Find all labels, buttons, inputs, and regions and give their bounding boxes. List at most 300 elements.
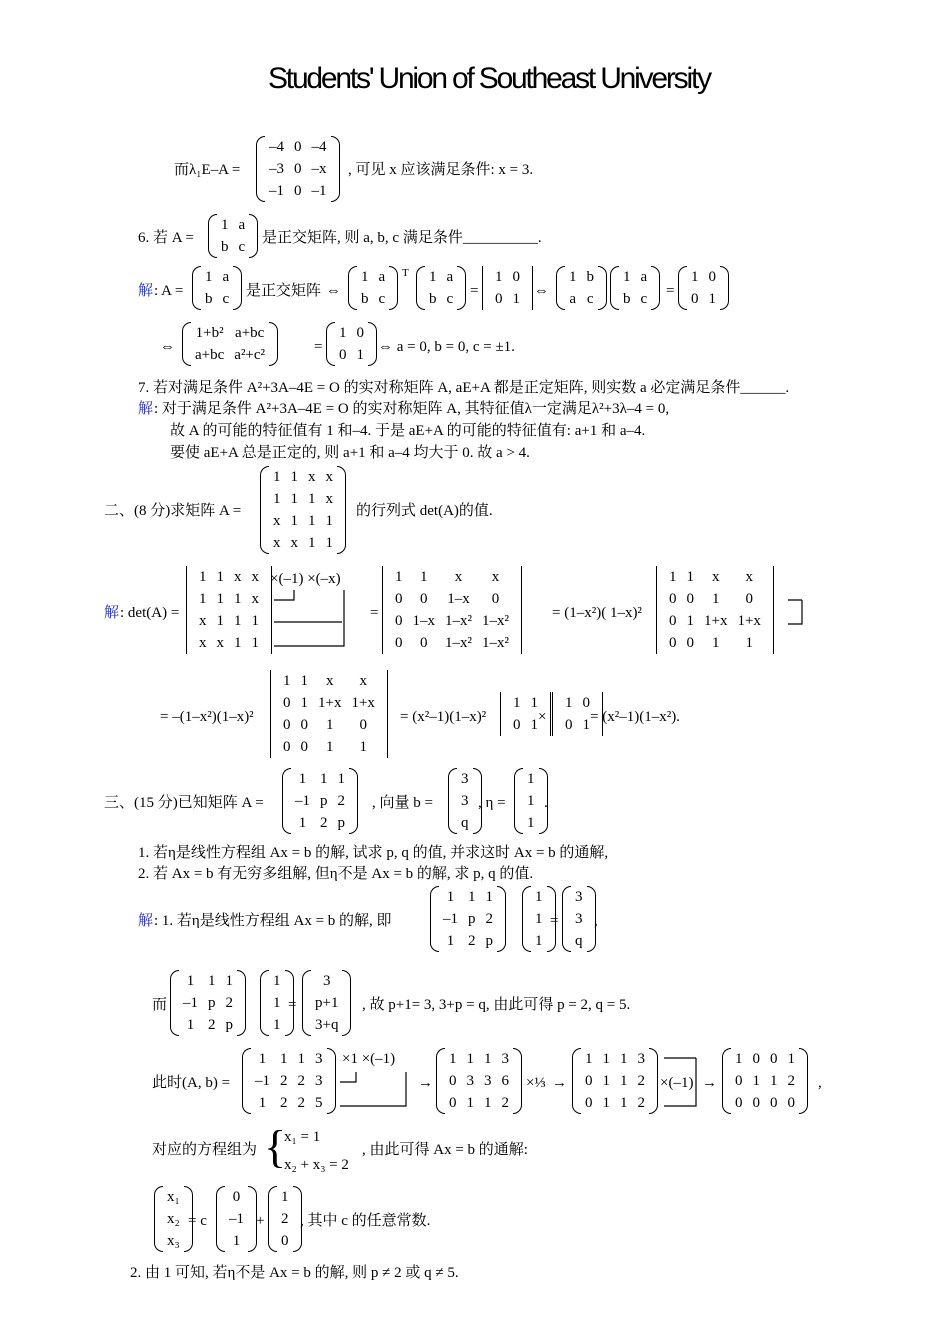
matrix-cell: 1 — [466, 1050, 474, 1067]
s6-iff3: ⇔ — [160, 339, 175, 355]
matrix-cell: 1–x² — [445, 612, 472, 629]
matrix-cell: 1 — [273, 972, 281, 989]
matrix-cell: 0 — [735, 1094, 743, 1111]
matrix-cell: 2 — [637, 1094, 645, 1111]
matrix-cell: 1–x² — [445, 634, 472, 651]
p3-prefix: 三、(15 分)已知矩阵 A = — [104, 795, 264, 811]
matrix-cell: 1 — [708, 290, 716, 307]
matrix-cell: 2 — [297, 1094, 305, 1111]
matrix-cell: 1 — [208, 972, 216, 989]
s2-label: 解 — [104, 605, 120, 621]
matrix-cell: 1 — [535, 932, 543, 949]
matrix-cell: 1 — [429, 268, 437, 285]
matrix-cell: 1 — [325, 716, 334, 733]
matrix-cell: q — [461, 814, 469, 831]
matrix-cell: 1 — [602, 1050, 610, 1067]
matrix-cell: 3 — [315, 1050, 323, 1067]
s7-line3: 要使 aE+A 总是正定的, 则 a+1 和 a–4 均大于 0. 故 a > 4. — [170, 445, 530, 461]
matrix-cell: c — [586, 290, 594, 307]
matrix-cell: –3 — [269, 160, 284, 177]
matrix-cell: 1 — [711, 634, 720, 651]
matrix-cell: 1 — [745, 634, 753, 651]
matrix-cell: 1 — [449, 1050, 457, 1067]
matrix-cell: p — [485, 932, 493, 949]
matrix-cell: 0 — [582, 694, 590, 711]
matrix-cell: 2 — [337, 792, 345, 809]
s2-final: = (x²–1)(1–x²). — [590, 709, 680, 725]
matrix-cell: 1 — [565, 694, 573, 711]
matrix-cell: a — [222, 268, 230, 285]
matrix-cell: 1 — [485, 888, 493, 905]
matrix-cell: 1 — [216, 590, 224, 607]
matrix-cell: 1 — [273, 1016, 281, 1033]
matrix-cell: 1–x — [412, 612, 435, 629]
matrix-cell: 0 — [565, 716, 573, 733]
matrix-cell: 1 — [251, 634, 259, 651]
matrix-cell: 3 — [315, 1072, 323, 1089]
s6-l1b: 是正交矩阵 — [246, 283, 322, 299]
matrix-cell: 1 — [356, 346, 364, 363]
matrix-cell: 1 — [527, 792, 535, 809]
matrix-cell: –1 — [255, 1072, 270, 1089]
s3-aug-label: 此时(A, b) = — [152, 1075, 231, 1091]
s3-sys-brace: { — [264, 1121, 287, 1172]
s3-plus: + — [256, 1213, 265, 1229]
matrix-cell: a — [378, 268, 386, 285]
matrix-cell: 5 — [315, 1094, 323, 1111]
matrix-cell: x — [711, 568, 720, 585]
matrix-cell: 2 — [787, 1072, 795, 1089]
matrix-cell: 1 — [468, 888, 476, 905]
matrix-cell: b — [361, 290, 369, 307]
matrix-cell: 1 — [361, 268, 369, 285]
s5-tail: , 可见 x 应该满足条件: x = 3. — [348, 162, 534, 178]
matrix-cell: 1 — [770, 1072, 778, 1089]
matrix-cell: 1 — [602, 1072, 610, 1089]
s3-part2: 2. 由 1 可知, 若η不是 Ax = b 的解, 则 p ≠ 2 或 q ≠ 5. — [130, 1265, 459, 1281]
matrix-cell: 0 — [770, 1094, 778, 1111]
matrix-cell: 1 — [232, 1232, 241, 1249]
s6-result: ⇔ a = 0, b = 0, c = ±1. — [378, 339, 515, 355]
matrix-cell: 0 — [395, 612, 403, 629]
matrix-cell: 2 — [280, 1094, 288, 1111]
matrix-cell: 1 — [602, 1094, 610, 1111]
matrix-cell: 1 — [298, 814, 307, 831]
matrix-cell: x — [359, 672, 367, 689]
matrix-cell: 2 — [501, 1094, 509, 1111]
matrix-cell: 1 — [446, 932, 455, 949]
matrix-cell: 1 — [297, 1050, 305, 1067]
p3-eta-label: , η = — [478, 795, 506, 811]
matrix-cell: x — [308, 468, 316, 485]
matrix-cell: x — [454, 568, 463, 585]
matrix-cell: 1 — [283, 672, 291, 689]
s2-mid: = (1–x²)( 1–x)² — [552, 605, 642, 621]
matrix-cell: p — [468, 910, 476, 927]
matrix-cell: 1 — [216, 612, 224, 629]
matrix-cell: 0 — [491, 590, 500, 607]
s3-sys-eq1: x₁ = 1 — [284, 1129, 321, 1145]
matrix-cell: 1 — [686, 568, 694, 585]
matrix-cell: –1 — [229, 1210, 244, 1227]
matrix-cell: 1 — [258, 1094, 267, 1111]
s6-label: 解 — [138, 283, 154, 299]
s2-lhs: : det(A) = — [120, 605, 180, 621]
matrix-cell: 1 — [735, 1050, 743, 1067]
matrix-cell: 1 — [446, 888, 455, 905]
s2-times: × — [538, 709, 547, 725]
matrix-cell: c — [238, 238, 246, 255]
s2-lhs2: = –(1–x²)(1–x)² — [160, 709, 254, 725]
matrix-cell: 1 — [290, 468, 298, 485]
matrix-cell: 0 — [787, 1094, 795, 1111]
matrix-cell: 0 — [512, 268, 520, 285]
matrix-cell: a — [640, 268, 648, 285]
matrix-cell: 3+q — [315, 1016, 339, 1033]
matrix-cell: x₃ — [167, 1232, 180, 1249]
matrix-cell: 0 — [449, 1072, 457, 1089]
matrix-cell: 1 — [320, 770, 328, 787]
matrix-cell: 1 — [186, 1016, 195, 1033]
matrix-cell: 1–x — [447, 590, 470, 607]
matrix-cell: 3 — [637, 1050, 645, 1067]
matrix-cell: 3 — [461, 770, 469, 787]
matrix-cell: x₂ — [167, 1210, 180, 1227]
matrix-cell: c — [222, 290, 230, 307]
matrix-cell: 1 — [308, 512, 316, 529]
s6-eq2: = — [666, 283, 675, 299]
matrix-cell: 1 — [205, 268, 213, 285]
matrix-cell: 1+b² — [195, 324, 224, 341]
matrix-cell: 1 — [281, 1188, 289, 1205]
s2-mid2: = (x²–1)(1–x)² — [400, 709, 487, 725]
p2-tail: 的行列式 det(A)的值. — [356, 503, 493, 519]
matrix-cell: b — [221, 238, 229, 255]
matrix-cell: 1 — [620, 1072, 628, 1089]
p3-q2: 2. 若 Ax = b 有无穷多组解, 但η不是 Ax = b 的解, 求 p, q 的值. — [138, 866, 534, 882]
s3-line1: : 1. 若η是线性方程组 Ax = b 的解, 即 — [154, 913, 392, 929]
matrix-cell: x — [199, 612, 207, 629]
matrix-cell: 0 — [708, 268, 716, 285]
matrix-cell: p — [208, 994, 216, 1011]
p3-mid: , 向量 b = — [372, 795, 433, 811]
matrix-cell: 0 — [294, 138, 302, 155]
matrix-cell: 0 — [495, 290, 503, 307]
matrix-cell: 1 — [298, 770, 307, 787]
matrix-cell: 3 — [484, 1072, 492, 1089]
matrix-cell: p+1 — [315, 994, 339, 1011]
matrix-cell: x — [273, 534, 281, 551]
matrix-cell: 1 — [620, 1094, 628, 1111]
matrix-cell: 1 — [535, 888, 543, 905]
arrow-aug-r2 — [340, 1072, 356, 1082]
matrix-cell: 2 — [297, 1072, 305, 1089]
s3-arrow1: → — [418, 1075, 433, 1091]
arrow-r1-r2 — [274, 590, 294, 600]
matrix-cell: 0 — [669, 634, 677, 651]
s6-l1a: : A = — [154, 283, 184, 299]
matrix-cell: 0 — [420, 634, 428, 651]
s3-label: 解 — [138, 913, 154, 929]
matrix-cell: x — [325, 468, 333, 485]
matrix-cell: 1 — [513, 694, 521, 711]
page-title: Students' Union of Southeast University — [268, 62, 710, 95]
s3-sys-tail: , 由此可得 Ax = b 的通解: — [362, 1142, 528, 1158]
arrow-aug-r3 — [340, 1072, 406, 1106]
s6-eq3: = — [314, 339, 323, 355]
matrix-cell: 1 — [527, 814, 535, 831]
matrix-cell: 0 — [449, 1094, 457, 1111]
matrix-cell: –1 — [443, 910, 458, 927]
s7-line2: 故 A 的可能的特征值有 1 和–4. 于是 aE+A 的可能的特征值有: a+1 和 a–4. — [170, 423, 646, 439]
matrix-cell: a+bc — [235, 324, 265, 341]
s3-eq2: = — [288, 997, 297, 1013]
matrix-cell: 2 — [320, 814, 328, 831]
matrix-cell: 0 — [752, 1094, 760, 1111]
s3-aug2-op: ×⅓ — [526, 1075, 546, 1091]
matrix-cell: 0 — [356, 324, 364, 341]
matrix-cell: 1 — [234, 590, 242, 607]
matrix-cell: x — [290, 534, 298, 551]
arrow-aug3 — [664, 1058, 696, 1106]
s6-iff2: ⇔ — [534, 283, 549, 299]
matrix-cell: b — [205, 290, 213, 307]
matrix-cell: x₁ — [167, 1188, 180, 1205]
matrix-cell: 3 — [466, 1072, 474, 1089]
matrix-cell: 0 — [300, 738, 308, 755]
matrix-cell: 2 — [280, 1072, 288, 1089]
matrix-cell: a+bc — [195, 346, 225, 363]
matrix-cell: 1 — [325, 738, 334, 755]
matrix-cell: 1 — [582, 716, 590, 733]
s3-er: 而 — [152, 997, 168, 1013]
matrix-cell: c — [640, 290, 648, 307]
s6-eq1: = — [470, 283, 479, 299]
matrix-cell: 1 — [484, 1094, 492, 1111]
matrix-cell: –1 — [269, 182, 284, 199]
matrix-cell: x — [216, 634, 224, 651]
s3-arrow3: → — [702, 1075, 717, 1091]
s3-arrow2: → — [552, 1075, 567, 1091]
matrix-cell: 1 — [280, 1050, 288, 1067]
matrix-cell: –4 — [311, 138, 327, 155]
matrix-cell: x — [325, 672, 334, 689]
matrix-cell: a — [569, 290, 577, 307]
s6-T: T — [402, 267, 409, 279]
matrix-cell: x — [325, 490, 333, 507]
matrix-cell: x — [273, 512, 281, 529]
p2-prefix: 二、(8 分)求矩阵 A = — [104, 503, 242, 519]
matrix-cell: 1 — [337, 770, 345, 787]
s7-line1: : 对于满足条件 A²+3A–4E = O 的实对称矩阵 A, 其特征值λ一定满足λ²+3λ–4 = 0, — [154, 401, 670, 417]
matrix-cell: 2 — [208, 1016, 216, 1033]
s6-iff: ⇔ — [326, 283, 341, 299]
arrow-swap — [788, 600, 802, 624]
matrix-cell: 1 — [273, 994, 281, 1011]
matrix-cell: p — [320, 792, 328, 809]
matrix-cell: 3 — [322, 972, 331, 989]
matrix-cell: a — [446, 268, 454, 285]
matrix-cell: 1 — [466, 1094, 474, 1111]
s3-comma: , — [594, 913, 598, 929]
matrix-cell: 1 — [620, 1050, 628, 1067]
matrix-cell: 1+x — [351, 694, 375, 711]
matrix-cell: –1 — [295, 792, 310, 809]
matrix-cell: a²+c² — [234, 346, 266, 363]
matrix-cell: 1 — [530, 694, 538, 711]
p3-end: . — [544, 795, 548, 811]
matrix-cell: x — [251, 568, 259, 585]
matrix-cell: 1 — [186, 972, 195, 989]
s3-comma2: , — [818, 1075, 822, 1091]
s2-eq: = — [370, 605, 379, 621]
matrix-cell: 0 — [283, 716, 291, 733]
matrix-cell: 1 — [530, 716, 538, 733]
s3-eq1: = — [550, 913, 559, 929]
matrix-cell: 1–x² — [482, 612, 509, 629]
matrix-cell: 1 — [273, 490, 281, 507]
matrix-cell: b — [623, 290, 631, 307]
matrix-cell: 0 — [281, 1232, 289, 1249]
matrix-cell: 0 — [294, 182, 302, 199]
matrix-cell: 0 — [745, 590, 753, 607]
matrix-cell: 1 — [395, 568, 403, 585]
matrix-cell: c — [446, 290, 454, 307]
matrix-cell: 1 — [669, 568, 677, 585]
matrix-cell: 1 — [300, 694, 308, 711]
matrix-cell: 0 — [585, 1094, 593, 1111]
matrix-cell: 1 — [199, 568, 207, 585]
matrix-cell: b — [586, 268, 594, 285]
matrix-cell: 2 — [485, 910, 493, 927]
matrix-cell: 0 — [513, 716, 521, 733]
matrix-cell: 0 — [300, 716, 308, 733]
matrix-cell: q — [575, 932, 583, 949]
matrix-cell: 1 — [251, 612, 259, 629]
matrix-cell: p — [337, 814, 345, 831]
matrix-cell: 2 — [225, 994, 233, 1011]
matrix-cell: x — [251, 590, 259, 607]
matrix-cell: 2 — [637, 1072, 645, 1089]
matrix-cell: 0 — [770, 1050, 778, 1067]
matrix-cell: 1+x — [318, 694, 342, 711]
matrix-cell: 1 — [484, 1050, 492, 1067]
matrix-cell: 1 — [221, 216, 229, 233]
matrix-cell: 0 — [395, 590, 403, 607]
matrix-cell: 1 — [325, 512, 333, 529]
s3-aug-ops: ×1 ×(–1) — [342, 1051, 396, 1067]
matrix-cell: 1 — [535, 910, 543, 927]
q7-text: 7. 若对满足条件 A²+3A–4E = O 的实对称矩阵 A, aE+A 都是正定矩阵, 则实数 a 必定满足条件______. — [138, 380, 790, 396]
matrix-cell: x — [234, 568, 242, 585]
matrix-cell: 3 — [461, 792, 469, 809]
s3-sys-eq2: x₂ + x₃ = 2 — [284, 1157, 349, 1173]
matrix-cell: 0 — [294, 160, 302, 177]
s3-sys-label: 对应的方程组为 — [152, 1142, 258, 1158]
matrix-cell: 0 — [691, 290, 699, 307]
matrix-cell: 1 — [216, 568, 224, 585]
matrix-cell: 2 — [281, 1210, 289, 1227]
matrix-cell: 1 — [359, 738, 367, 755]
matrix-cell: 1 — [691, 268, 699, 285]
matrix-cell: 1 — [623, 268, 631, 285]
matrix-cell: 1 — [199, 590, 207, 607]
q6-prefix: 6. 若 A = — [138, 230, 194, 246]
matrix-cell: 1 — [290, 490, 298, 507]
matrix-cell: x — [491, 568, 500, 585]
s5-lhs: 而λ₁E–A = — [174, 162, 241, 178]
matrix-cell: 0 — [669, 612, 677, 629]
matrix-cell: 1 — [290, 512, 298, 529]
matrix-cell: –1 — [183, 994, 198, 1011]
matrix-cell: 1+x — [704, 612, 728, 629]
matrix-cell: 1+x — [737, 612, 761, 629]
matrix-cell: x — [745, 568, 753, 585]
matrix-cell: 0 — [669, 590, 677, 607]
matrix-cell: 1 — [234, 612, 242, 629]
matrix-cell: 0 — [585, 1072, 593, 1089]
matrix-cell: 0 — [752, 1050, 760, 1067]
matrix-cell: 0 — [283, 738, 291, 755]
matrix-cell: –x — [311, 160, 327, 177]
matrix-cell: 0 — [735, 1072, 743, 1089]
matrix-cell: 0 — [232, 1188, 241, 1205]
matrix-cell: 0 — [686, 590, 694, 607]
matrix-cell: a — [238, 216, 246, 233]
matrix-cell: 0 — [420, 590, 428, 607]
matrix-cell: 1 — [420, 568, 428, 585]
matrix-cell: 1 — [273, 468, 281, 485]
s3-c: = c — [188, 1213, 207, 1229]
matrix-cell: 1 — [585, 1050, 593, 1067]
matrix-cell: 1 — [512, 290, 520, 307]
matrix-cell: 2 — [468, 932, 476, 949]
matrix-cell: 1–x² — [482, 634, 509, 651]
matrix-cell: 0 — [686, 634, 694, 651]
matrix-cell: c — [378, 290, 386, 307]
matrix-cell: 1 — [308, 490, 316, 507]
matrix-cell: 3 — [575, 888, 583, 905]
matrix-cell: b — [429, 290, 437, 307]
matrix-cell: 3 — [501, 1050, 509, 1067]
s7-label: 解 — [138, 401, 154, 417]
matrix-cell: 1 — [258, 1050, 267, 1067]
matrix-cell: 1 — [527, 770, 535, 787]
s3-gen-tail: , 其中 c 的任意常数. — [300, 1213, 431, 1229]
matrix-cell: 1 — [686, 612, 694, 629]
matrix-cell: 1 — [339, 324, 347, 341]
q6-tail: 是正交矩阵, 则 a, b, c 满足条件__________. — [262, 230, 542, 246]
matrix-cell: –1 — [311, 182, 327, 199]
matrix-cell: p — [225, 1016, 233, 1033]
matrix-cell: –4 — [269, 138, 284, 155]
matrix-cell: 1 — [752, 1072, 760, 1089]
s2-ops: ×(–1) ×(–x) — [270, 571, 341, 587]
matrix-cell: 0 — [359, 716, 367, 733]
p3-q1: 1. 若η是线性方程组 Ax = b 的解, 试求 p, q 的值, 并求这时 Ax = b 的通解, — [138, 845, 609, 861]
matrix-cell: 1 — [787, 1050, 795, 1067]
matrix-cell: 0 — [283, 694, 291, 711]
arrow-r1-r4 — [274, 590, 344, 646]
s3-res-tail: , 故 p+1= 3, 3+p = q, 由此可得 p = 2, q = 5. — [362, 997, 631, 1013]
matrix-cell: 1 — [569, 268, 577, 285]
matrix-cell: 1 — [495, 268, 503, 285]
matrix-cell: 3 — [575, 910, 583, 927]
matrix-cell: 1 — [325, 534, 333, 551]
s3-aug3-op: ×(–1) — [660, 1075, 694, 1091]
matrix-cell: 1 — [300, 672, 308, 689]
matrix-cell: 1 — [225, 972, 233, 989]
